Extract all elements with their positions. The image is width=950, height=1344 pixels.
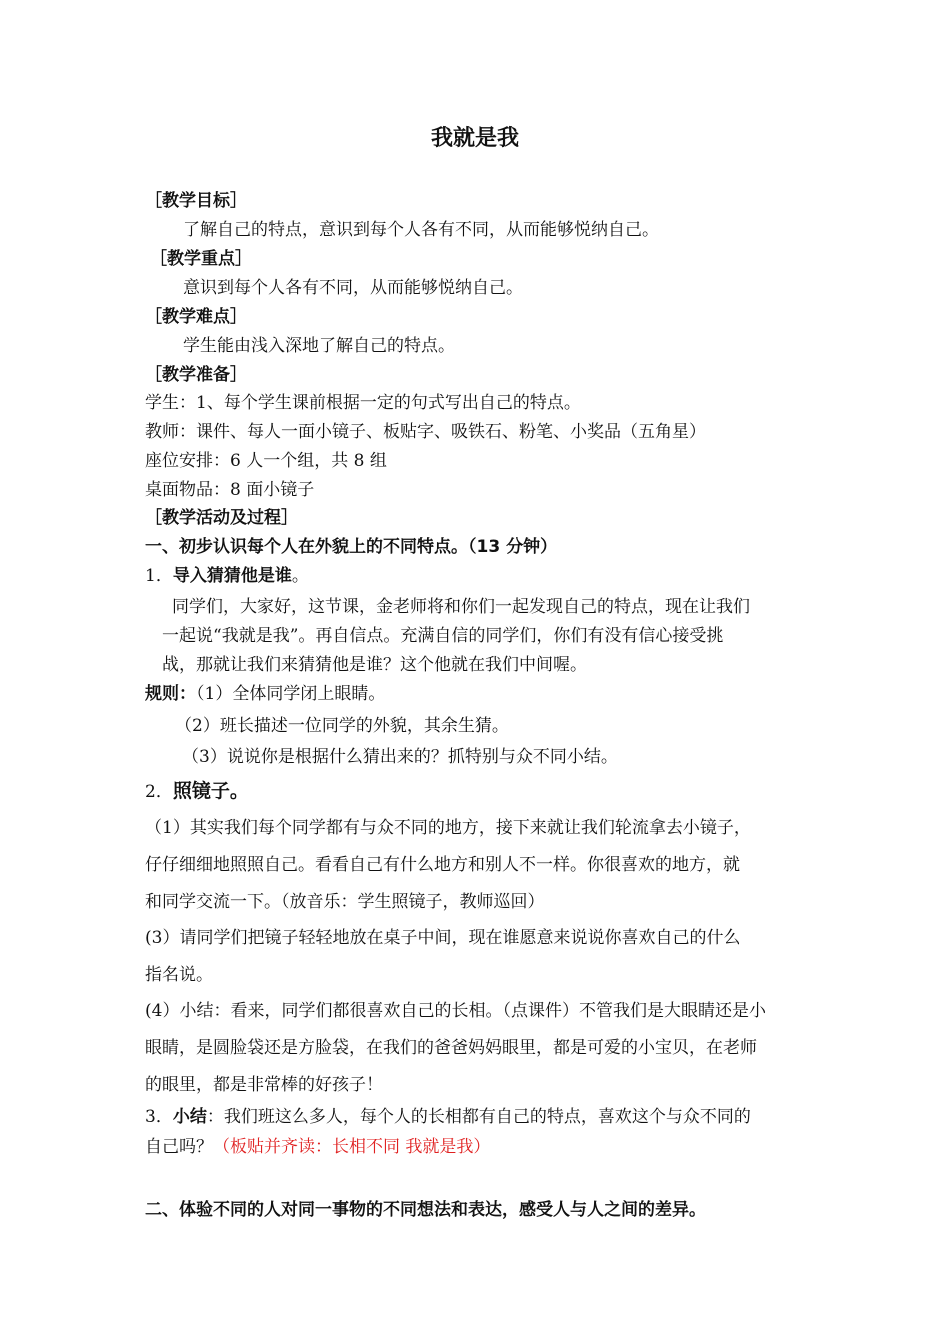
key-text: 意识到每个人各有不同，从而能够悦纳自己。 [183, 278, 523, 298]
rule-2: （2）班长描述一位同学的外貌，其余生猜。 [175, 716, 509, 736]
prep-desk: 桌面物品：8 面小镜子 [145, 480, 315, 500]
step1-line [145, 565, 309, 587]
step2-title: 照镜子。 [172, 780, 249, 802]
prep-student: 学生：1、每个学生课前根据一定的句式写出自己的特点。 [145, 393, 581, 413]
step1-num: 1． [145, 566, 173, 586]
step2-line-2: 仔仔细细地照照自己。看看自己有什么地方和别人不一样。你很喜欢的地方，就 [145, 855, 740, 875]
prep-seating: 座位安排：6 人一个组，共 8 组 [145, 451, 387, 471]
step1-title: 导入猜猜他是谁 [172, 566, 292, 586]
rule-1: （1）全体同学闭上眼睛。 [196, 684, 386, 704]
part1-heading: 一、初步认识每个人在外貌上的不同特点。（13 分钟） [145, 537, 558, 557]
para1-line1: 同学们，大家好，这节课，金老师将和你们一起发现自己的特点，现在让我们 [172, 597, 750, 617]
step3-red-note: （板贴并齐读：长相不同 我就是我） [213, 1137, 491, 1157]
step3-title: 小结 [172, 1107, 207, 1127]
step2-num: 2． [145, 782, 173, 802]
rules-label: 规则： [145, 684, 196, 704]
step3-num: 3． [145, 1107, 173, 1127]
key-heading: ［教学重点］ [150, 249, 252, 269]
step2-line-3: 和同学交流一下。（放音乐：学生照镜子，教师巡回） [145, 892, 545, 912]
difficulty-heading: ［教学难点］ [145, 307, 247, 327]
goal-heading: ［教学目标］ [145, 191, 247, 211]
step3-text-2: 自己吗？ [145, 1137, 213, 1157]
step2-line-8: 的眼里，都是非常棒的好孩子！ [145, 1075, 383, 1095]
step2-line-5: 指名说。 [145, 965, 213, 985]
step2-line-1: （1）其实我们每个同学都有与众不同的地方，接下来就让我们轮流拿去小镜子， [145, 818, 751, 838]
step2-line-7: 眼睛，是圆脸袋还是方脸袋，在我们的爸爸妈妈眼里，都是可爱的小宝贝，在老师 [145, 1038, 757, 1058]
step3-line [145, 1106, 751, 1128]
rules-line [145, 683, 385, 705]
step2-line-4: (3）请同学们把镜子轻轻地放在桌子中间，现在谁愿意来说说你喜欢自己的什么 [145, 928, 741, 948]
process-heading: ［教学活动及过程］ [145, 508, 298, 528]
prep-teacher: 教师：课件、每人一面小镜子、板贴字、吸铁石、粉笔、小奖品（五角星） [145, 422, 706, 442]
step3-text: ：我们班这么多人，每个人的长相都有自己的特点，喜欢这个与众不同的 [206, 1107, 751, 1127]
para1-line2: 一起说“我就是我”。再自信点。充满自信的同学们，你们有没有信心接受挑 [162, 626, 724, 646]
rule-3: （3）说说你是根据什么猜出来的？抓特别与众不同小结。 [182, 747, 618, 767]
step2-line [145, 780, 249, 803]
step2-line-6: (4）小结：看来，同学们都很喜欢自己的长相。（点课件）不管我们是大眼睛还是小 [145, 1001, 766, 1021]
step3-line-2 [145, 1136, 490, 1158]
part2-heading: 二、体验不同的人对同一事物的不同想法和表达，感受人与人之间的差异。 [145, 1200, 706, 1220]
page-title: 我就是我 [430, 126, 519, 151]
step1-punct: 。 [291, 566, 309, 586]
para1-line3: 战，那就让我们来猜猜他是谁？这个他就在我们中间喔。 [162, 655, 587, 675]
difficulty-text: 学生能由浅入深地了解自己的特点。 [183, 336, 455, 356]
prep-heading: ［教学准备］ [145, 365, 247, 385]
goal-text: 了解自己的特点，意识到每个人各有不同，从而能够悦纳自己。 [183, 220, 659, 240]
